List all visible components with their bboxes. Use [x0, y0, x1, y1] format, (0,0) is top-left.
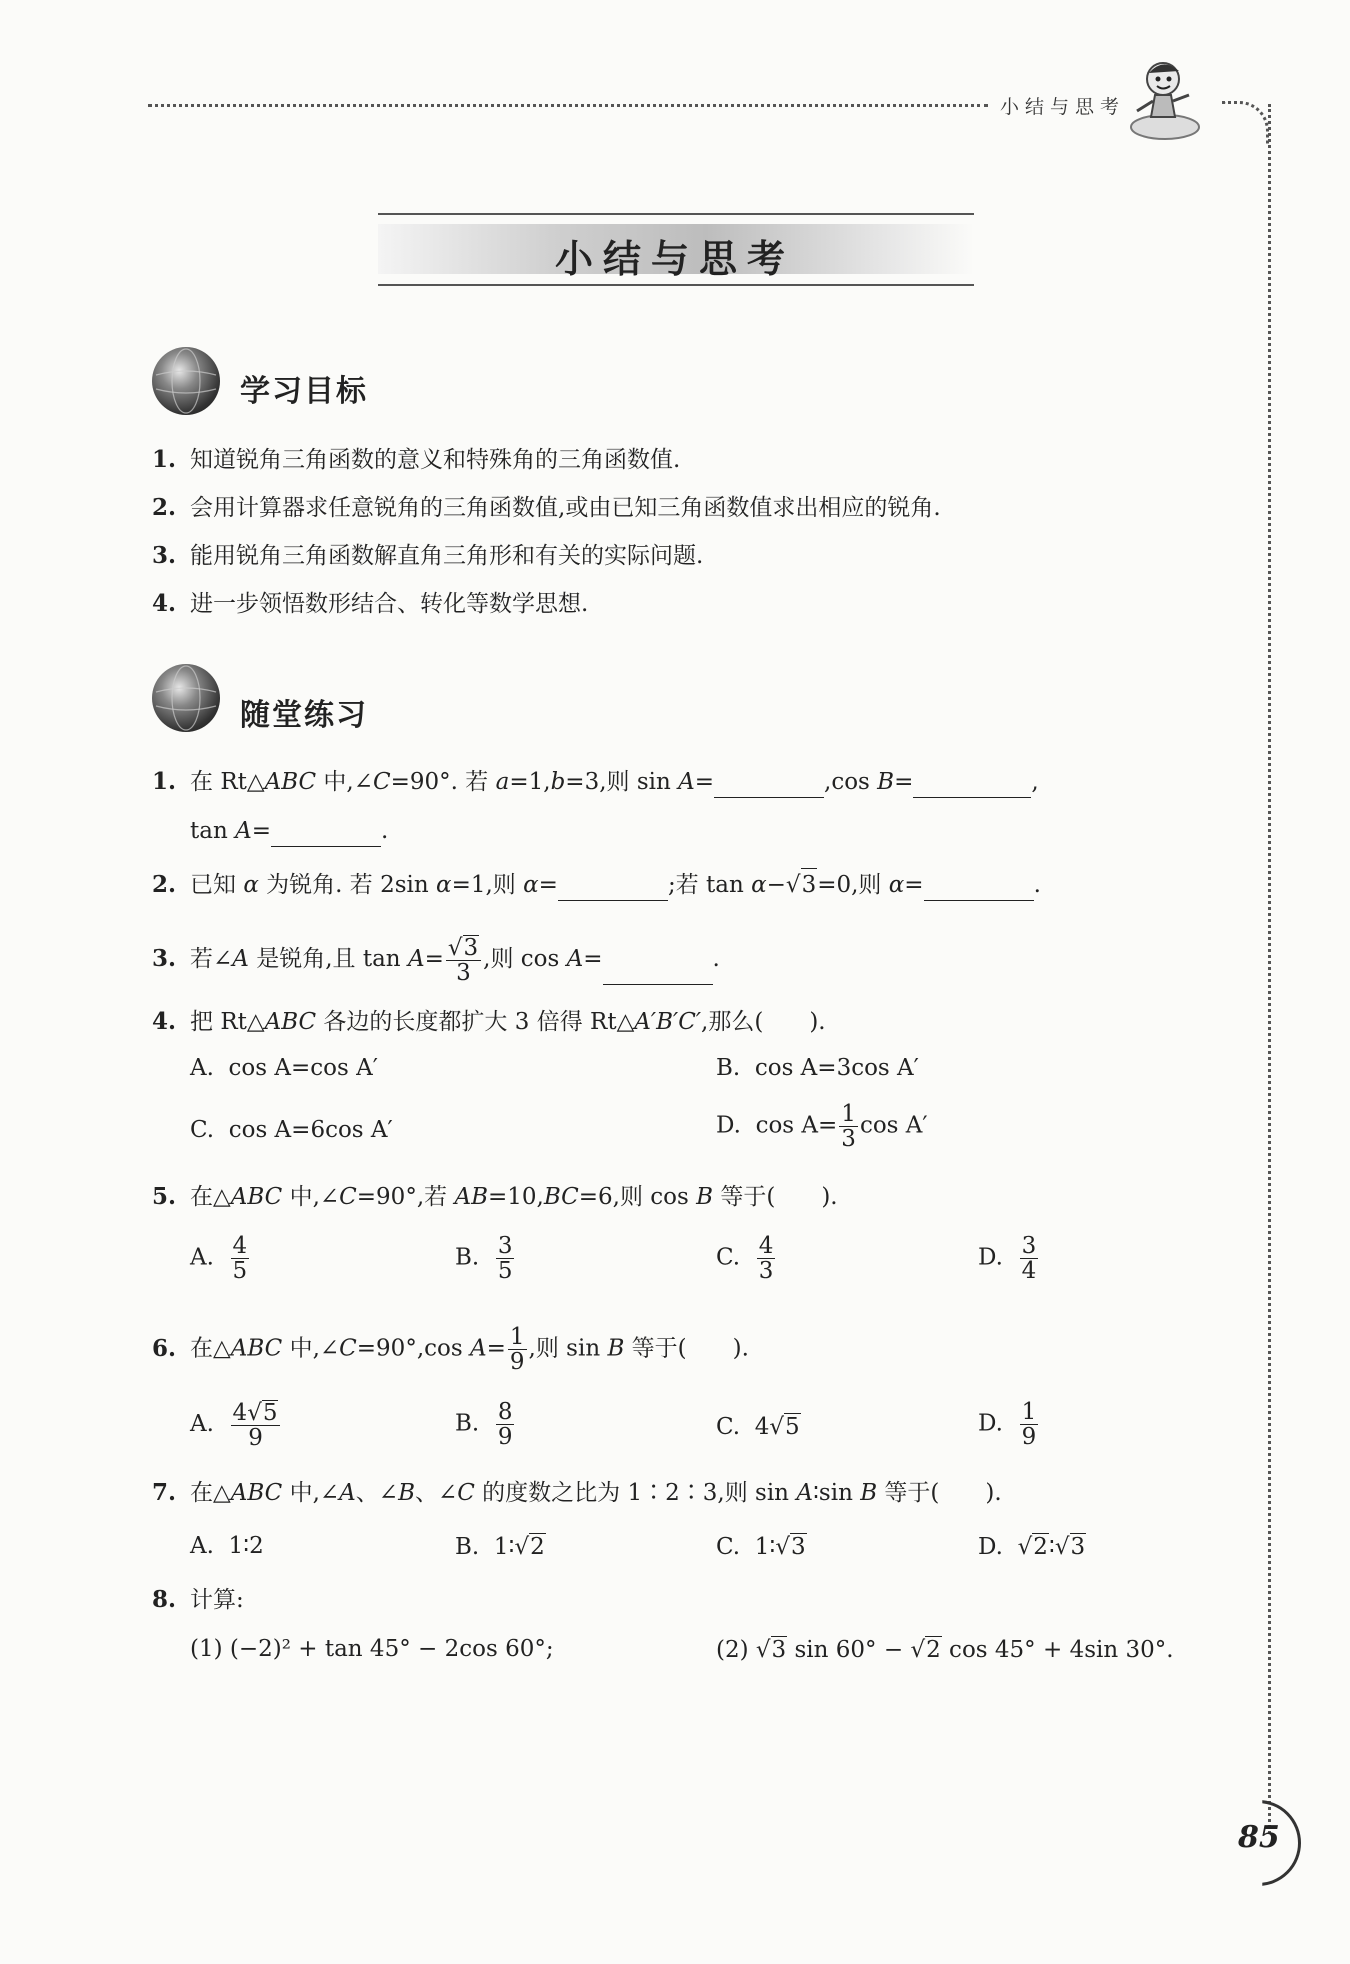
- answer-blank[interactable]: [603, 958, 713, 985]
- objective-item: 3. 能用锐角三角函数解直角三角形和有关的实际问题.: [152, 542, 704, 569]
- title-rule-top: [378, 213, 974, 215]
- option-d[interactable]: D. $\frac{3}{4}$: [978, 1233, 1037, 1284]
- question-1: 1. 在 Rt△ABC 中,∠C=90°. 若 a=1,b=3,则 sin A= ,cos B= ,: [152, 766, 1039, 798]
- option-c[interactable]: C. cos A=6cos A′: [190, 1117, 393, 1143]
- answer-blank[interactable]: [924, 874, 1034, 901]
- objective-item: 1. 知道锐角三角函数的意义和特殊角的三角函数值.: [152, 446, 681, 473]
- question-7: 7. 在△ABC 中,∠A、∠B、∠C 的度数之比为 1∶2∶3,则 sin A∶sin B 等于( ).: [152, 1479, 1002, 1506]
- page-corner-rule: [1222, 101, 1269, 144]
- option-b[interactable]: B. 1∶√2: [455, 1534, 545, 1560]
- mascot-icon: [1125, 55, 1205, 145]
- option-b[interactable]: B. $\frac{3}{5}$: [455, 1233, 513, 1284]
- option-b[interactable]: B. cos A=3cos A′: [716, 1055, 919, 1081]
- option-c[interactable]: C. 1∶√3: [716, 1534, 806, 1560]
- question-5: 5. 在△ABC 中,∠C=90°,若 AB=10,BC=6,则 cos B 等于( ).: [152, 1183, 838, 1210]
- question-4: 4. 把 Rt△ABC 各边的长度都扩大 3 倍得 Rt△A′B′C′,那么( ).: [152, 1008, 826, 1035]
- option-a[interactable]: A. cos A=cos A′: [190, 1055, 378, 1081]
- option-d[interactable]: D. cos A= $\frac{1}{3}$ cos A′: [716, 1101, 928, 1152]
- option-a[interactable]: A. $\frac{4}{5}$: [190, 1233, 248, 1284]
- question-1-cont: tan A= .: [190, 815, 388, 847]
- page-title: 小结与思考: [555, 237, 796, 281]
- running-title: 小结与思考: [1000, 96, 1126, 118]
- objective-item: 4. 进一步领悟数形结合、转化等数学思想.: [152, 590, 589, 617]
- question-2: 2. 已知 α 为锐角. 若 2sin α=1,则 α= ;若 tan α−√3=0,则 α= .: [152, 868, 1041, 901]
- objectives-heading: 学习目标: [240, 374, 368, 409]
- fraction: $\frac{√3}{3}$: [446, 935, 481, 985]
- question-6: 6. 在△ABC 中,∠C=90°,cos A= $\frac{1}{9}$ ,则 sin B 等于( ).: [152, 1324, 749, 1375]
- option-b[interactable]: B. $\frac{8}{9}$: [455, 1399, 513, 1450]
- header-dotted-rule: [148, 104, 988, 107]
- globe-icon: [152, 347, 220, 415]
- answer-blank[interactable]: [271, 820, 381, 847]
- question-3: 3. 若∠A 是锐角,且 tan A= $\frac{√3}{3}$ ,则 cos A= .: [152, 935, 720, 986]
- option-d[interactable]: D. $\frac{1}{9}$: [978, 1399, 1037, 1450]
- page-number: 85: [1238, 1820, 1280, 1855]
- question-8: 8. 计算:: [152, 1586, 244, 1613]
- option-c[interactable]: C. $\frac{4}{3}$: [716, 1233, 774, 1284]
- answer-blank[interactable]: [558, 874, 668, 901]
- globe-icon: [152, 664, 220, 732]
- option-d[interactable]: D. √2∶√3: [978, 1534, 1086, 1560]
- option-a[interactable]: A. $\frac{4√5}{9}$: [190, 1400, 282, 1450]
- answer-blank[interactable]: [714, 771, 824, 798]
- fraction: $\frac{1}{9}$: [509, 1324, 525, 1375]
- option-c[interactable]: C. 4√5: [716, 1414, 800, 1440]
- title-rule-bottom: [378, 284, 974, 286]
- fraction: $\frac{1}{3}$: [841, 1101, 856, 1152]
- right-dotted-rule: [1268, 104, 1271, 1834]
- question-8-part-2: (2) √3 sin 60° − √2 cos 45° + 4sin 30°.: [716, 1637, 1174, 1663]
- question-8-part-1: (1) (−2)² + tan 45° − 2cos 60°;: [190, 1636, 554, 1662]
- objective-item: 2. 会用计算器求任意锐角的三角函数值,或由已知三角函数值求出相应的锐角.: [152, 494, 941, 521]
- option-a[interactable]: A. 1∶2: [190, 1533, 264, 1559]
- answer-blank[interactable]: [913, 771, 1031, 798]
- practice-heading: 随堂练习: [240, 698, 368, 733]
